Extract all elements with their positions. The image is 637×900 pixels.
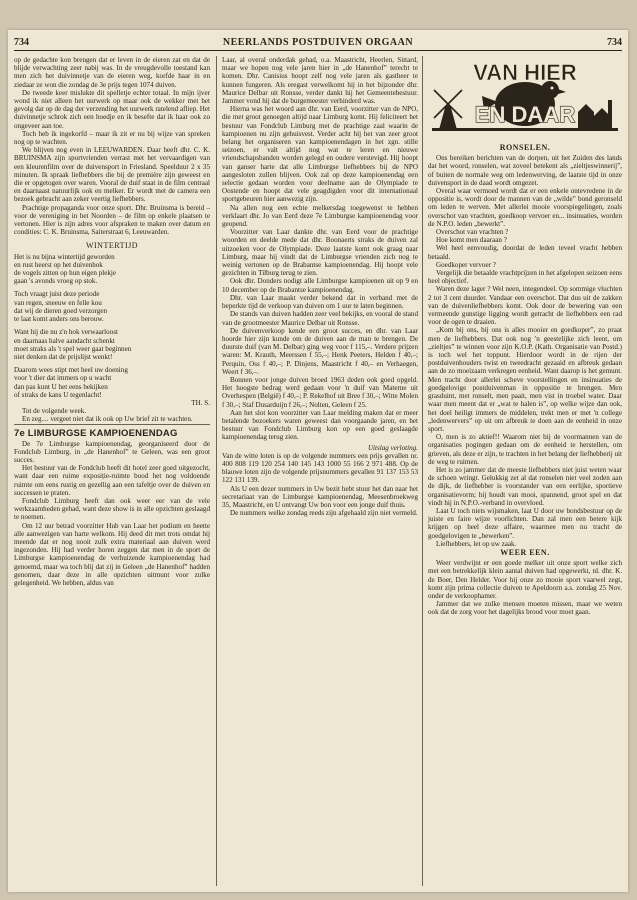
poem-line: moet straks als 't spel weer gaat beginnen (14, 344, 132, 353)
paragraph: Aan het slot kon voorzitter van Laar melding maken dat er meer betalende bezoekers waren geweest dan voorgaande jaren, en het bestuur van Fondclub Limburg kon op een goed geslaagde kampioenendag terug zien. (222, 408, 418, 442)
page-number-left: 734 (14, 37, 29, 48)
paragraph: Toch heb ik ingekorfd – maar ik zit er nu bij wijze van spreken nog op te wachten. (14, 129, 210, 147)
paragraph: Wel heel eenvoudig, doordat de leden teveel vracht hebben betaald. (428, 244, 622, 261)
paragraph: op de gedachte kon brengen dat er leven in de eieren zat en dat de blijde verwachting zeer nabij was. In de vreugdevolle toestand kan men zich het duivinnetje van de eieren weg, korfde haar in en ziedaar ze won die zondag de 3e prijs tegen 1074 duiven. (14, 56, 210, 89)
poem-line: Toch vraagt juist deze periode (14, 290, 100, 299)
paragraph: Vergelijk die betaalde vrachtprijzen in het afgelopen seizoen eens heel objectief. (428, 269, 622, 286)
column-2 (222, 56, 418, 517)
column-1 (14, 56, 210, 587)
paragraph: Dhr. van Laar maakt verder bekend dat in verband met de beperkte tijd de verkoop van duiven om 1 uur te laten beginnen. (222, 293, 418, 311)
paragraph: Overal waar vermoed wordt dat er een enkele ontevredene in de oppositie is, wordt door de mannen van de „wilde” bond geronseld om leden te werven. Met allerlei mooie voorspiegelingen, zoals overschot van vrachten, goedkoop vervoer en... insinuaties, worden de N.P.O. leden „bewerkt”. (428, 187, 622, 228)
paragraph: Het is zo jammer dat de meeste liefhebbers niet juist weten waar de schoen wringt. Gelukkig zet al dat ronselen niet veel zoden aan de dijk, de liefhebber is voorstander van een eerlijke, sportieve organisatievorm; hij houdt van mooi, spannend, groot spel en dat vindt hij in N.P.O.-verband in overvloed. (428, 465, 622, 507)
paragraph: De 7e Limburgse kampioenendag, georganiseerd door de Fondclub Limburg, in „de Hanenhof” te Geleen, was een groot succes. (14, 439, 210, 464)
paragraph: De tweede keer mislukte dit spelletje echter totaal. In mijn ijver wond ik niet alleen het uurwerk op maar ook de wekker met het gevolg dat op de dag der verzending het uurwerk ratelend afliep. Het duivinnetje schrok zich een hoedje en ik besefte dat ik haar ook zo ongeveer aan toe. (14, 88, 210, 130)
poem-line: van regen, sneeuw en felle kou (14, 298, 102, 307)
paragraph: Ons bereiken berichten van de dorpen, uit het Zuiden des lands dat het woord, ronselen, wat zoveel betekent als „zieltjeswinnerij”, of buiten de normale weg om ledenwerving, de laatste tijd in onze duivensport in de daad wordt omgezet. (428, 154, 622, 187)
paragraph: De stands van duiven hadden zeer veel bekijks, en vooral de stand van de grootmeester Maurice Delbar uit Ronsse. (222, 310, 418, 327)
paragraph: Goedkoper vervoer ? (436, 260, 496, 269)
windmill-icon (434, 90, 462, 128)
paragraph: Ook dhr. Donders nodigt alle Limburgse kampioenen uit op 9 en 10 december op de Brabantse kampioenendag. (222, 277, 418, 294)
paragraph: Overschot van vrachten ? (436, 228, 509, 237)
paragraph: Hoe komt men daaraan ? (436, 236, 507, 245)
newspaper-page (8, 30, 628, 892)
poem-line: en rust heerst op het duivenhok (14, 260, 103, 269)
poem-line: dan pas kunt U het eens bekijken (14, 382, 108, 391)
poem-signature: TH. S. (191, 398, 210, 407)
paragraph: Fondclub Limburg heeft dan ook weer eer van de vele werkzaamheden gehad, want deze show is in alle opzichten geslaagd te noemen. (14, 496, 210, 522)
paragraph: Van de witte loten is op de volgende nummers een prijs gevallen nr. 400 808 119 120 254 140 145 143 1000 55 166 2 971 488. Op de blauwe loten zijn de volgende prijsnummers gevallen 91 137 153 53 122 131 139. (222, 451, 418, 485)
paragraph: De duivenverkoop kende een groot succes, en dhr. van Laar hoorde hier zijn kunde om de duiven aan de man te brengen. De duurste duif (van M. Delbar) ging weg voor f 115,–. Verdere prijzen waren: M. Krauth, Meerssen f 55,–; Henk Peeters, Helden f 40,–; Perquin, Oss f 40,–; P. Dinjens, Maastricht f 40,– en Verhaegen, Weert f 36,–. (222, 326, 418, 376)
paragraph: Om 12 uur betrad voorzitter Hub van Laar het podium en heette alle aanwezigen van harte welkom. Hij deed dit met trots omdat hij meende dat er nog nooit zulk extra materiaal aan duiven werd ingezonden. Hij had verder horen zeggen dat men in de sport de Limburgse kampioenendag de verhuizende kampioenendag had genoemd, maar wa toch blij dat zij in Geleen „de Hanenhof” hadden genomen, daar deze in alle opzichten uitmunt voor zulke gelegenheid. We hebben, aldus van (14, 521, 210, 587)
poem-title: WINTERTIJD (85, 241, 139, 251)
paragraph: Jammer dat we zulke mensen moeten missen, maar we weten ook dat de zorg voor het dagelijks brood voor moet gaan. (428, 600, 622, 617)
paragraph: Tot de volgende week. (22, 407, 87, 416)
poem-line: dat wij de dieren goed verzorgen (14, 306, 108, 315)
poem-line: voor 't dier dat immers op u wacht (14, 374, 112, 383)
paragraph: Bonnen voor jonge duiven broed 1963 deden ook goed opgeld. Het hoogste bedrag werd gedaan voor 'n duif van Materne uit Overhespen (België) f 40,–; P. Rekelhof uit Bree f 30,–; Witte Molen f 30,–; Staf Dusarduijn f 26,–; Nolten, Geleen f 25. (222, 375, 418, 409)
paragraph: Laat U toch niets wijsmaken, laat U door uw bondsbestuur op de juiste en faire wijze voorlichten. Dan zal men een betere kijk krijgen op heel deze affaire, waarmee men nu tracht de goedgelovigen te „bewerken”. (428, 506, 622, 540)
paragraph: Prachtige propaganda voor onze sport. Dhr. Bruinsma is bereid – voor de vereniging in het Noorden – de film op enkele plaatsen te vertonen. Hier is zijn adres voor afspraken te maken over datum en condities: C. K. Bruinsma, Saiterstraat 6, Leeuwarden. (14, 203, 210, 237)
poem-line: gaan 's avonds vroeg op stok. (14, 277, 98, 286)
paragraph: Hierna was het woord aan dhr. van Eerd, voorzitter van de NPO, die met groot genoegen altijd naar Limburg komt. Hij feliciteert het bestuur van Fondclub Limburg met de prachtige zaal waarin de kampioenen nu zijn gehuisvest. Verder acht hij het van zeer groot belang het organiseren van kampioenendagen in het zgn. stille seizoen, er valt altijd nog wat te leren en nieuwe vriendschapsbanden worden gelegd en oudere verstevigd. Hij hoopt van ganser harte dat alle Limburgse liefhebbers bij de NPO aangesloten zullen blijven. Ook zal op deze kampioenendag een selectie gedaan worden voor deelname aan de Olympiade te Oostende en hoopt dat vele geagdigden voor dit internationaal sportgebeuren hier aanwezig zijn. (222, 105, 418, 204)
ground-line (432, 128, 618, 131)
page-number-right: 734 (607, 37, 622, 48)
poem-line: niet denken dat de prijslijst wenkt! (14, 352, 113, 361)
paragraph: En zeg.... vergeet niet dat ik ook op Uw brief zit te wachten. (22, 415, 193, 424)
paragraph: De nummers welke zondag reeds zijn afgehaald zijn niet vermeld. (230, 509, 418, 518)
column-divider-2 (422, 56, 423, 886)
paragraph: Waren deze lager ? Wel neen, integendeel. Op sommige vluchten 2 tot 3 cent duurder. Vandaar een overschot. Dat dus uit de zakken van de duivenliefhebbers komt. Ook door de bewering van een vermeende gunstige ligging wordt getracht de liefhebbers een rad voor de ogen te draaien. (428, 285, 622, 327)
page-header (8, 36, 628, 50)
poem-line: te laat komt anders ons berouw. (14, 315, 104, 324)
paragraph: We blijven nog even in LEEUWARDEN. Daar heeft dhr. C. K. BRUINSMA zijn sportvrienden verrast met het vervaardigen van een kleurenfilm over de duivensport in Friesland. Speelduur 2 x 35 minuten. Ik spraak liefhebbers die bij de première zijn geweest en die er opgetogen over waren. Vooral de duif staat in de film centraal en daarnaast natuurlijk ook en melker. Er wordt met de camera een bezoek gebracht aan zeker veertig liefhebbers. (14, 146, 210, 204)
article-subheading: RONSELEN. (499, 143, 551, 152)
logo-text-top: VAN HIER (473, 60, 577, 85)
article-subheading: WEER EEN. (500, 547, 550, 557)
paragraph: Het bestuur van de Fondclub heeft dit hotel zeer goed uitgezocht, want daar een ruime exposiție-ruimte bood het nog voldoende ruimte om eens rustig en gezellig aan een tafeltje over de duiven en successen te praten. (14, 464, 210, 497)
paragraph: Laar, al overal onderdak gehad, o.a. Maastricht, Heerlen, Sittard, maar we hopen nog vele jaren hier in „de Hanenhof” terecht te komen. Dhr. Canisius hoopt zelf nog vele jaren als gastheer te kunnen fungeren. Als eregast verwelkomt hij in het bijzonder dhr. Maurice Delbar uit Ronsse, verder dankt hij het Gemeentebestuur. Jammer vond hij dat de burgemeester verhinderd was. (222, 56, 418, 106)
section-subheading: Uitslag verloting. (367, 443, 418, 452)
poem-wintertijd (14, 242, 210, 407)
poem-line: Daarom wees stipt met heel uw doening (14, 366, 128, 375)
column-divider-1 (216, 56, 217, 886)
publication-title: NEERLANDS POSTDUIVEN ORGAAN (222, 37, 414, 48)
van-hier-en-daar-logo (428, 56, 622, 142)
paragraph: Als U een dezer nummers in Uw bezit hebt stuur het dan naar het secretariaat van de Limburgse kampioenendag, Meesenbroekweg 35, Maastricht, en U ontvangt Uw bon voor een jonge duif thuis. (222, 484, 418, 509)
paragraph: Na allen nog een echte melkersdag toegewenst te hebben verklaart dhr. Jo van Eerd deze 7e Limburgse kampioenendag voor geopend. (222, 203, 418, 229)
column-3 (428, 56, 622, 617)
article-heading: 7e LIMBURGSE KAMPIOENENDAG (14, 424, 210, 440)
logo-graphic (428, 56, 622, 142)
paragraph: Voorzitter van Laar dankte dhr. van Eerd voor de prachtige woorden en deelde mede dat dhr. Boonaerts straks de duiven zal uitzoeken voor de Olympiade. Deze laatste komt ook graag naar Limburg, maar hij vindt dat de Limburgse vrienden zich nog te weinig vertonen op de Brabantse kampioenendag. Hij hoopt vele gezichten in Tilburg terug te zien. (222, 228, 418, 278)
header-rule (14, 50, 622, 51)
paragraph: Weer verdwijnt er een goede melker uit onze sport welke zich met een betrekkelijk klein aantal duiven had opgewerkt, nl. dhr. K. de Boer, Den Helder. Voor hij onze zo mooie sport vaarwel zegt, komt zijn prima collectie duiven te Apeldoorn a.s. zondag 25 Nov. onder de verkoophamer. (428, 559, 622, 600)
poem-line: de vogels zitten op hun eigen plekje (14, 269, 117, 278)
poem-line: en daarnaas halve aandacht schenkt (14, 336, 115, 345)
poem-line: Het is nu bijna wintertijd geworden (14, 252, 115, 261)
houses-icon (578, 100, 612, 128)
paragraph: Liefhebbers, let op uw zaak. (436, 539, 517, 548)
logo-text-bottom: EN DAAR (474, 102, 576, 127)
poem-line: of straks de kans U tegenlacht! (14, 390, 102, 399)
paragraph: „Kom bij ons, bij ons is alles mooier en goedkoper”, zo praat men de liefhebbers. Dat ook nog 'n geestelijke zich leent, om „zieltjes” te winnen voor zijn K.O.P. (Kath. Organisatie van Postd.) is toch wel het toppunt. Hierdoor wordt in de rijen der postduivenhouders twist en tweedracht gezaaid en afbreuk gedaan aan de zo moeizaam verkregen eenheid. Want daarop is het gemunt. Men tracht door allerlei scheve voorstellingen en insinuaties de goedgelovige postduivenman in oppositie te brengen. Men grasduint, met ronselt, men paait, men vist in troebel water. Daar waar men meent dat er „wat te halen is”, op welke wijze dan ook, het doel heiligt immers de middelen, trekt men er met 'n college „ledenwervers” op uit om afbreuk te doen aan de eenheid in onze sport. (428, 326, 622, 433)
poem-line: Want hij die nu z'n hok verwaarloost (14, 328, 118, 337)
paragraph: O, men is zo aktief!! Waarom niet bij de voormannen van de organisaties pogingen gedaan om de eenheid te herstellen, om grieven, als deze er zijn, te trachten in het belang der liefhebberij uit de weg te ruimen. (428, 433, 622, 466)
